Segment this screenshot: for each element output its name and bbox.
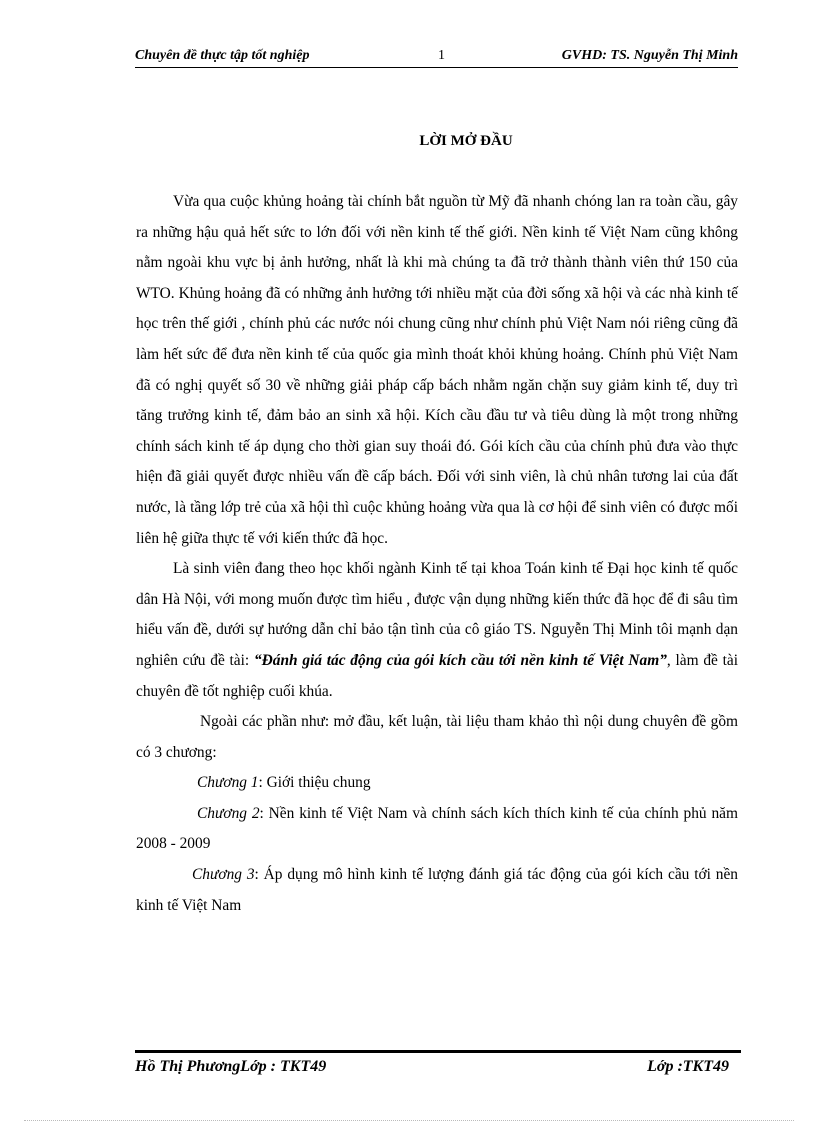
chapter-item bbox=[136, 799, 738, 860]
footer-divider bbox=[135, 1050, 741, 1053]
chapter-description: : Giới thiệu chung bbox=[258, 774, 371, 792]
chapter-description: : Nền kinh tế Việt Nam và chính sách kích thích kinh tế của chính phủ năm 2008 - 2009 bbox=[136, 804, 738, 853]
document-body bbox=[136, 187, 738, 921]
header-divider bbox=[135, 67, 738, 68]
chapter-label: Chương 1 bbox=[197, 774, 259, 792]
chapter-item bbox=[136, 768, 738, 799]
page-boundary bbox=[24, 1120, 794, 1121]
paragraph-intro: Vừa qua cuộc khủng hoảng tài chính bắt nguồn từ Mỹ đã nhanh chóng lan ra toàn cầu, gây ra những hậu quả hết sức to lớn đối với nền kinh tế thế giới. Nền kinh tế Việt Nam cũng không nằm ngoài khu vực bị ảnh hưởng, nhất là khi mà chúng ta đã trở thành thành viên thứ 150 của WTO. Khủng hoảng đã có những ảnh hưởng tới nhiều mặt của đời sống xã hội và các nhà kinh tế học trên thế giới , chính phủ các nước nói chung cũng như chính phủ Việt Nam nói riêng cũng đã làm hết sức để đưa nền kinh tế của quốc gia mình thoát khỏi khủng hoảng. Chính phủ Việt Nam đã có nghị quyết số 30 về những giải pháp cấp bách nhằm ngăn chặn suy giảm kinh tế, duy trì tăng trưởng kinh tế, đảm bảo an sinh xã hội. Kích cầu đầu tư và tiêu dùng là một trong những chính sách kinh tế áp dụng cho thời gian suy thoái đó. Gói kích cầu của chính phủ đưa vào thực hiện đã giải quyết được nhiều vấn đề cấp bách. Đối với sinh viên, là chủ nhân tương lai của đất nước, là tầng lớp trẻ của xã hội thì cuộc khủng hoảng vừa qua là cơ hội để sinh viên có được mối liên hệ giữa thực tế với kiến thức đã học. bbox=[136, 193, 738, 547]
header-page-number: 1 bbox=[438, 48, 445, 63]
paragraph-structure: Ngoài các phần như: mở đầu, kết luận, tài liệu tham khảo thì nội dung chuyên đề gồm có 3 chương: bbox=[136, 713, 738, 761]
chapter-item bbox=[136, 860, 738, 921]
paragraph-topic-lead: Là sinh viên đang theo học khối ngành Kinh tế tại khoa Toán kinh tế Đại học kinh tế quốc dân Hà Nội, với mong muốn được tìm hiểu , được vận dụng những kiến thức đã học để đi sâu tìm hiểu vấn đề, dưới sự hướng dẫn chỉ bảo tận tình của cô giáo TS. Nguyễn Thị Minh tôi mạnh dạn nghiên cứu đề tài: bbox=[136, 560, 738, 669]
chapter-label: Chương 2 bbox=[197, 804, 260, 822]
footer-class: Lớp :TKT49 bbox=[647, 1058, 729, 1075]
header-supervisor: GVHD: TS. Nguyễn Thị Minh bbox=[561, 48, 738, 63]
research-topic-title: “Đánh giá tác động của gói kích cầu tới nền kinh tế Việt Nam” bbox=[253, 651, 667, 669]
paragraph-topic-tail: , làm đề tài chuyên đề tốt nghiệp cuối khúa. bbox=[136, 651, 738, 700]
header-document-title: Chuyên đề thực tập tốt nghiệp bbox=[135, 48, 310, 63]
chapter-description: : Áp dụng mô hình kinh tế lượng đánh giá tác động của gói kích cầu tới nền kinh tế Việt Nam bbox=[136, 866, 738, 914]
paragraph-research-topic bbox=[136, 554, 738, 707]
page-title: LỜI MỞ ĐẦU bbox=[419, 133, 513, 149]
footer-author: Hồ Thị PhươngLớp : TKT49 bbox=[135, 1058, 327, 1075]
chapter-label: Chương 3 bbox=[192, 866, 255, 884]
page-footer bbox=[135, 1058, 729, 1080]
